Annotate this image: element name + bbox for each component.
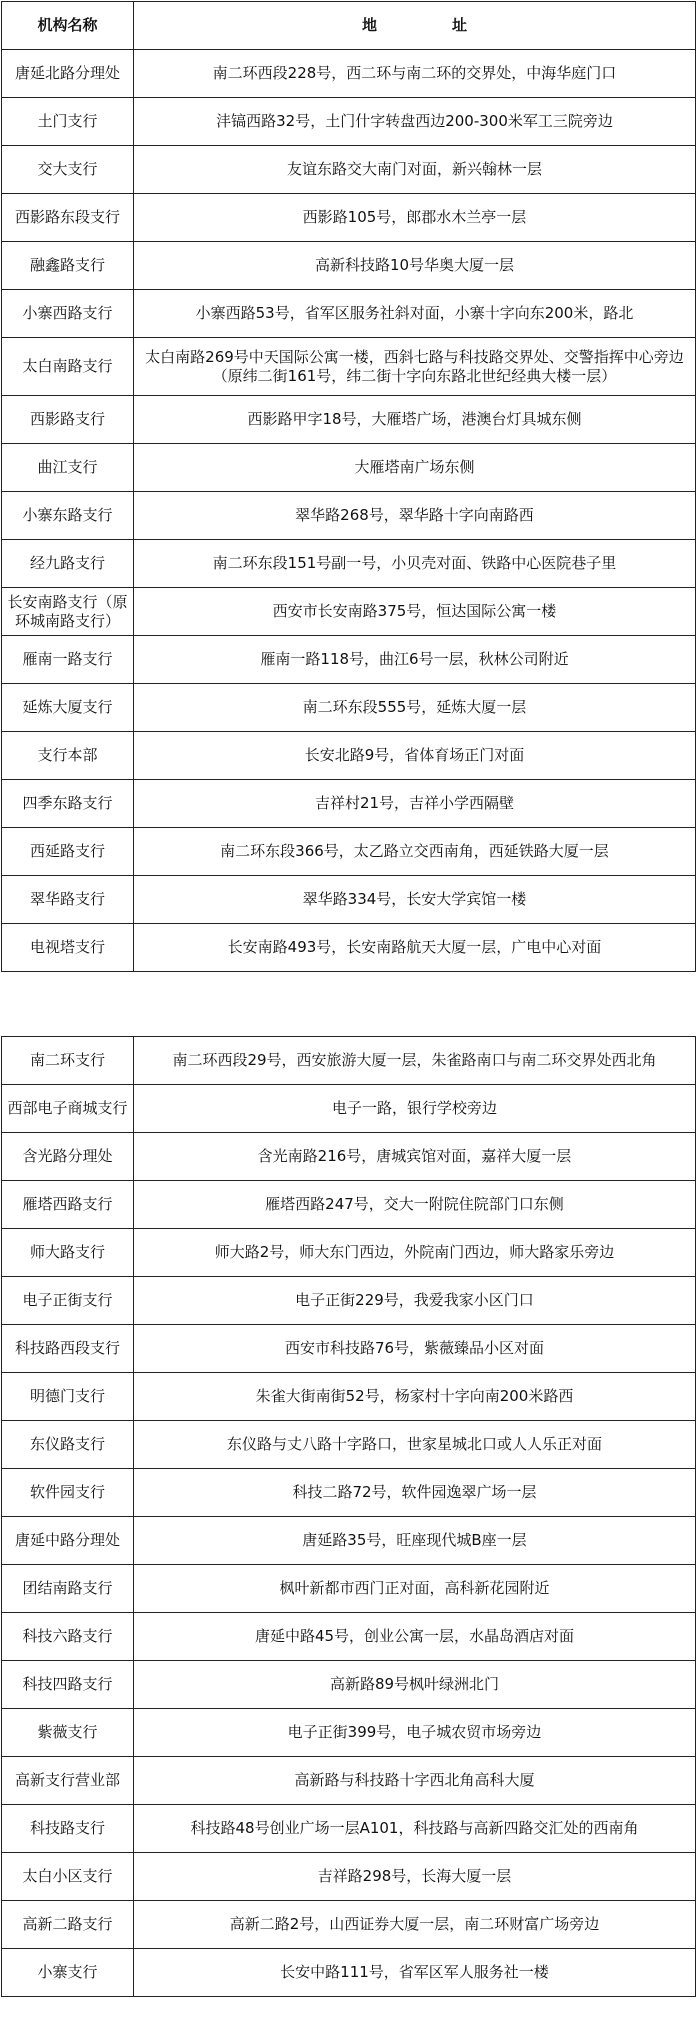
branch-address: 南二环东段151号副一号，小贝壳对面、铁路中心医院巷子里 <box>134 540 696 588</box>
branch-name: 含光路分理处 <box>2 1133 134 1181</box>
header-name: 机构名称 <box>2 2 134 50</box>
table-row <box>2 876 696 924</box>
branch-address: 科技路48号创业广场一层A101，科技路与高新四路交汇处的西南角 <box>134 1805 696 1853</box>
branch-address: 东仪路与丈八路十字路口，世家星城北口或人人乐正对面 <box>134 1421 696 1469</box>
table-row <box>2 1805 696 1853</box>
table-row <box>2 194 696 242</box>
branch-address: 科技二路72号，软件园逸翠广场一层 <box>134 1469 696 1517</box>
table-row <box>2 732 696 780</box>
branch-name: 西影路东段支行 <box>2 194 134 242</box>
branch-address: 西安市科技路76号，紫薇臻品小区对面 <box>134 1325 696 1373</box>
table-row <box>2 1901 696 1949</box>
table-row <box>2 1085 696 1133</box>
branch-name: 翠华路支行 <box>2 876 134 924</box>
table-row <box>2 1037 696 1085</box>
table-row <box>2 636 696 684</box>
branch-name: 软件园支行 <box>2 1469 134 1517</box>
table-row <box>2 1517 696 1565</box>
branch-address: 雁塔西路247号，交大一附院住院部门口东侧 <box>134 1181 696 1229</box>
branch-name: 西延路支行 <box>2 828 134 876</box>
branch-address: 雁南一路118号，曲江6号一层，秋林公司附近 <box>134 636 696 684</box>
table-row <box>2 98 696 146</box>
branch-name: 高新支行营业部 <box>2 1757 134 1805</box>
branch-address: 南二环西段29号，西安旅游大厦一层，朱雀路南口与南二环交界处西北角 <box>134 1037 696 1085</box>
branch-address: 师大路2号，师大东门西边，外院南门西边，师大路家乐旁边 <box>134 1229 696 1277</box>
branch-name: 太白小区支行 <box>2 1853 134 1901</box>
branch-name: 雁南一路支行 <box>2 636 134 684</box>
branch-name: 唐延中路分理处 <box>2 1517 134 1565</box>
branch-name: 四季东路支行 <box>2 780 134 828</box>
table-row <box>2 50 696 98</box>
branch-address: 长安北路9号，省体育场正门对面 <box>134 732 696 780</box>
branch-address: 唐延路35号，旺座现代城B座一层 <box>134 1517 696 1565</box>
branch-name: 南二环支行 <box>2 1037 134 1085</box>
branch-address: 大雁塔南广场东侧 <box>134 444 696 492</box>
branch-name: 唐延北路分理处 <box>2 50 134 98</box>
branch-name: 科技四路支行 <box>2 1661 134 1709</box>
table-row <box>2 924 696 972</box>
table-row <box>2 540 696 588</box>
branch-name: 科技路西段支行 <box>2 1325 134 1373</box>
branch-address: 西影路105号，郎郡水木兰亭一层 <box>134 194 696 242</box>
branch-address: 南二环东段366号，太乙路立交西南角，西延铁路大厦一层 <box>134 828 696 876</box>
table-row <box>2 492 696 540</box>
table-row <box>2 1277 696 1325</box>
branch-address: 吉祥路298号，长海大厦一层 <box>134 1853 696 1901</box>
branch-name: 团结南路支行 <box>2 1565 134 1613</box>
branch-name: 科技六路支行 <box>2 1613 134 1661</box>
branch-name: 长安南路支行（原环城南路支行） <box>2 588 134 636</box>
header-row <box>2 2 696 50</box>
branch-address: 高新二路2号，山西证券大厦一层，南二环财富广场旁边 <box>134 1901 696 1949</box>
table-row <box>2 242 696 290</box>
table-row <box>2 1133 696 1181</box>
table-row <box>2 588 696 636</box>
table-row <box>2 1421 696 1469</box>
branch-name: 西部电子商城支行 <box>2 1085 134 1133</box>
branch-address: 南二环西段228号，西二环与南二环的交界处，中海华庭门口 <box>134 50 696 98</box>
table-row <box>2 338 696 396</box>
table-row <box>2 1613 696 1661</box>
branch-address: 长安南路493号，长安南路航天大厦一层，广电中心对面 <box>134 924 696 972</box>
branch-name: 雁塔西路支行 <box>2 1181 134 1229</box>
table-row <box>2 444 696 492</box>
branch-address: 高新科技路10号华奥大厦一层 <box>134 242 696 290</box>
table-row <box>2 396 696 444</box>
table-row <box>2 1373 696 1421</box>
branch-name: 紫薇支行 <box>2 1709 134 1757</box>
table-row <box>2 828 696 876</box>
branch-name: 交大支行 <box>2 146 134 194</box>
branch-address: 枫叶新都市西门正对面，高科新花园附近 <box>134 1565 696 1613</box>
table-row <box>2 1469 696 1517</box>
branch-name: 经九路支行 <box>2 540 134 588</box>
table-row <box>2 1661 696 1709</box>
branch-name: 小寨支行 <box>2 1949 134 1997</box>
branch-name: 西影路支行 <box>2 396 134 444</box>
branch-address: 电子正街229号，我爱我家小区门口 <box>134 1277 696 1325</box>
branch-address: 高新路与科技路十字西北角高科大厦 <box>134 1757 696 1805</box>
branch-name: 小寨西路支行 <box>2 290 134 338</box>
table-row <box>2 1949 696 1997</box>
branch-name: 电视塔支行 <box>2 924 134 972</box>
branch-table-1 <box>1 1 696 972</box>
branch-name: 明德门支行 <box>2 1373 134 1421</box>
branch-address: 翠华路334号，长安大学宾馆一楼 <box>134 876 696 924</box>
branch-address: 小寨西路53号，省军区服务社斜对面，小寨十字向东200米，路北 <box>134 290 696 338</box>
table-row <box>2 1325 696 1373</box>
table-row <box>2 1853 696 1901</box>
branch-address: 长安中路111号，省军区军人服务社一楼 <box>134 1949 696 1997</box>
table-row <box>2 1709 696 1757</box>
branch-name: 延炼大厦支行 <box>2 684 134 732</box>
branch-table-2 <box>1 1036 696 1997</box>
branch-address: 西安市长安南路375号，恒达国际公寓一楼 <box>134 588 696 636</box>
branch-address: 翠华路268号，翠华路十字向南路西 <box>134 492 696 540</box>
branch-address: 西影路甲字18号，大雁塔广场，港澳台灯具城东侧 <box>134 396 696 444</box>
branch-name: 东仪路支行 <box>2 1421 134 1469</box>
table-row <box>2 780 696 828</box>
branch-address: 电子一路，银行学校旁边 <box>134 1085 696 1133</box>
branch-name: 融鑫路支行 <box>2 242 134 290</box>
branch-name: 太白南路支行 <box>2 338 134 396</box>
branch-name: 曲江支行 <box>2 444 134 492</box>
branch-name: 支行本部 <box>2 732 134 780</box>
table-row <box>2 1181 696 1229</box>
branch-address: 太白南路269号中天国际公寓一楼，西斜七路与科技路交界处、交警指挥中心旁边（原纬二街161号，纬二街十字向东路北世纪经典大楼一层） <box>134 338 696 396</box>
table-row <box>2 146 696 194</box>
branch-address: 友谊东路交大南门对面，新兴翰林一层 <box>134 146 696 194</box>
table-row <box>2 1229 696 1277</box>
branch-name: 小寨东路支行 <box>2 492 134 540</box>
branch-address: 沣镐西路32号，土门什字转盘西边200-300米军工三院旁边 <box>134 98 696 146</box>
branch-address: 含光南路216号，唐城宾馆对面，嘉祥大厦一层 <box>134 1133 696 1181</box>
table-row <box>2 1565 696 1613</box>
branch-address: 南二环东段555号，延炼大厦一层 <box>134 684 696 732</box>
branch-name: 电子正街支行 <box>2 1277 134 1325</box>
table-row <box>2 684 696 732</box>
branch-name: 师大路支行 <box>2 1229 134 1277</box>
branch-name: 土门支行 <box>2 98 134 146</box>
branch-address: 吉祥村21号，吉祥小学西隔壁 <box>134 780 696 828</box>
table-row <box>2 290 696 338</box>
header-address: 地 址 <box>134 2 696 50</box>
branch-name: 科技路支行 <box>2 1805 134 1853</box>
branch-address: 高新路89号枫叶绿洲北门 <box>134 1661 696 1709</box>
branch-address: 朱雀大街南街52号，杨家村十字向南200米路西 <box>134 1373 696 1421</box>
table-row <box>2 1757 696 1805</box>
branch-address: 唐延中路45号，创业公寓一层，水晶岛酒店对面 <box>134 1613 696 1661</box>
branch-address: 电子正街399号，电子城农贸市场旁边 <box>134 1709 696 1757</box>
section-gap <box>0 988 696 1036</box>
branch-name: 高新二路支行 <box>2 1901 134 1949</box>
